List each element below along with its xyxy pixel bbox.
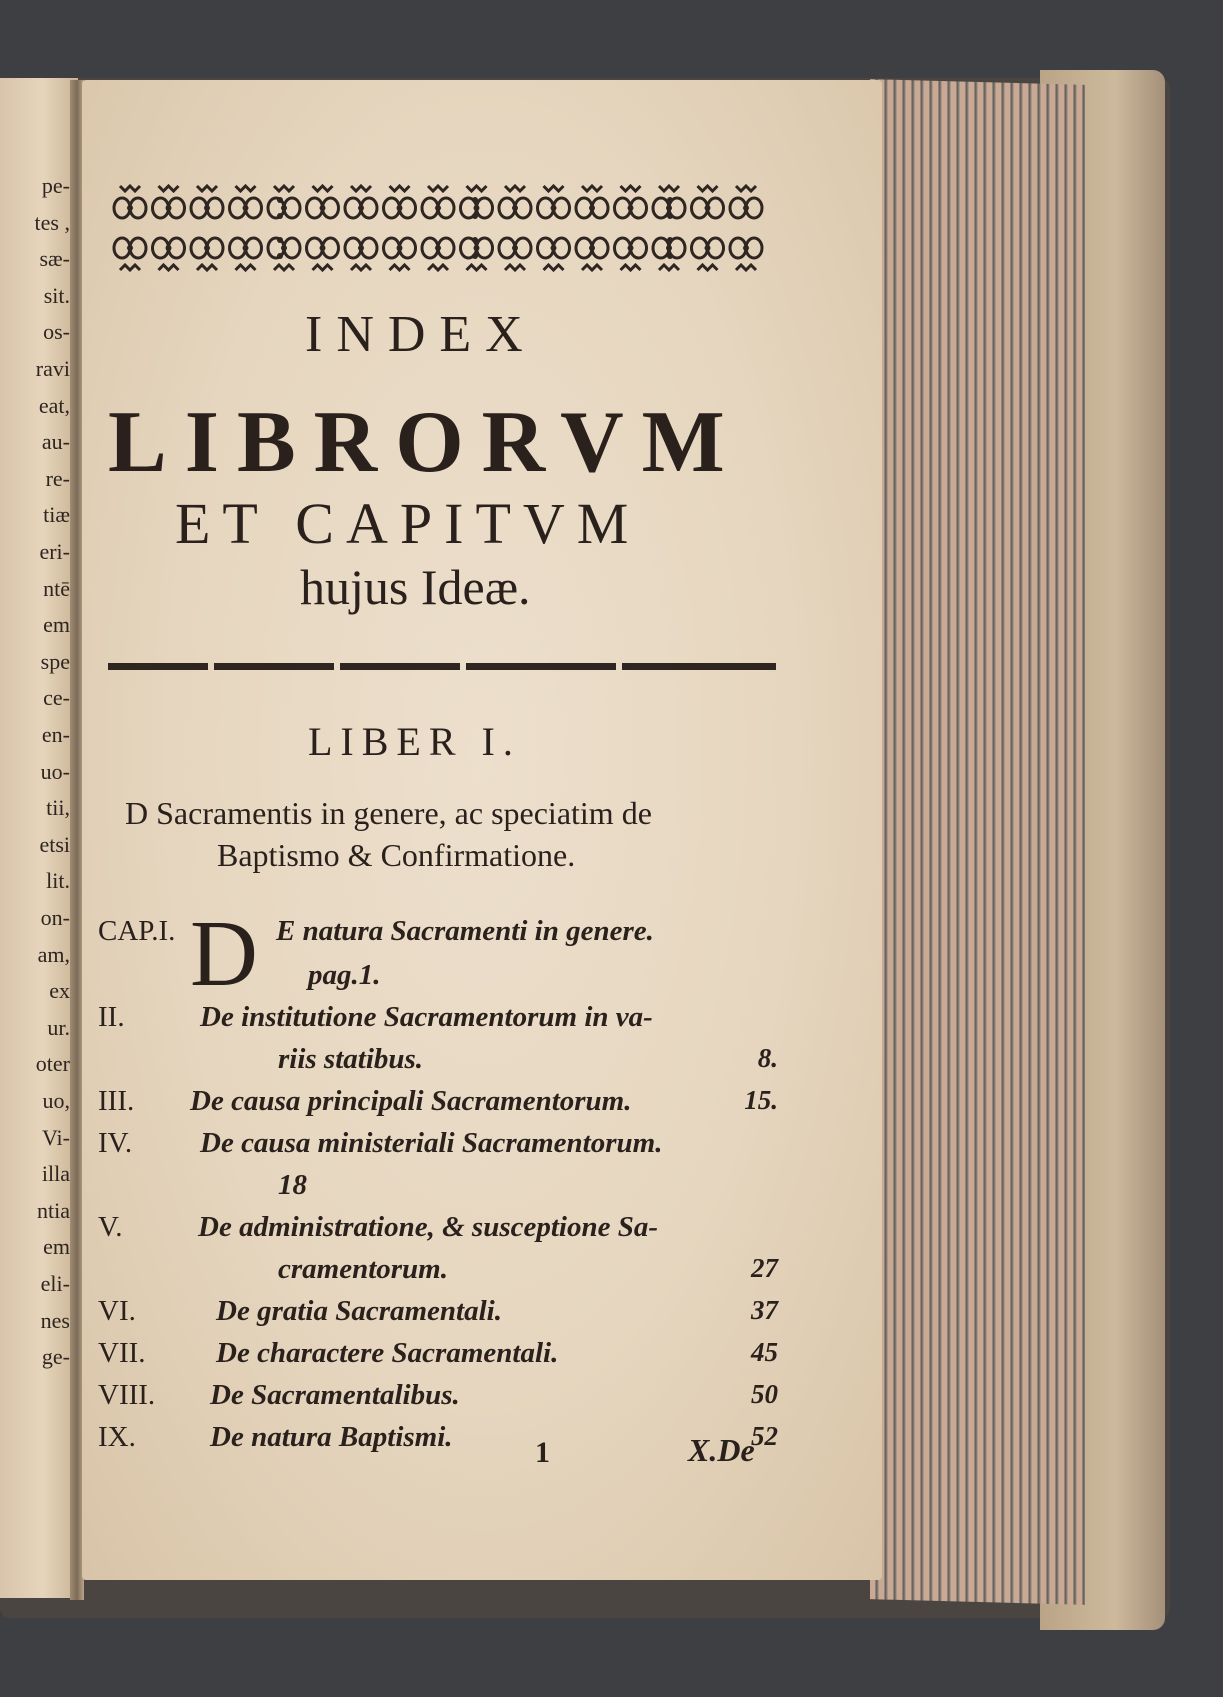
fleuron-ornament	[422, 186, 454, 218]
fleuron-ornament	[499, 238, 531, 270]
left-page-text-fragment: pe-	[41, 173, 70, 198]
left-page-text-fragment: uo-	[40, 758, 70, 784]
title-hujus-ideae: hujus Ideæ.	[300, 559, 531, 615]
left-page-text-fragment: on-	[40, 905, 70, 930]
toc-row	[98, 1127, 778, 1167]
toc-row	[98, 1169, 778, 1209]
toc-row	[98, 1211, 778, 1251]
toc-chapter-number: VII.	[98, 1337, 146, 1369]
fleuron-ornament	[692, 238, 724, 270]
toc-chapter-title: De natura Baptismi.	[210, 1421, 453, 1453]
fleuron-ornament	[345, 238, 377, 270]
fleuron-ornament	[153, 238, 185, 270]
fleuron-ornament	[384, 186, 416, 218]
toc-chapter-title: 18	[278, 1169, 307, 1201]
toc-chapter-number: II.	[98, 1001, 125, 1033]
toc-chapter-title: cramentorum.	[278, 1253, 448, 1285]
toc-chapter-title: De institutione Sacramentorum in va-	[200, 1001, 653, 1033]
toc-row	[98, 1337, 778, 1377]
fleuron-ornament	[153, 186, 185, 218]
fleuron-ornament	[538, 186, 570, 218]
toc-chapter-title: De gratia Sacramentali.	[216, 1295, 502, 1327]
fleuron-ornament	[191, 238, 223, 270]
toc-chapter-number: III.	[98, 1085, 135, 1117]
fleuron-ornament	[268, 238, 300, 270]
left-page-text-fragment: ce-	[43, 685, 70, 711]
left-page-text-fragment: lit.	[46, 868, 70, 894]
fleuron-ornament	[345, 186, 377, 218]
liber-heading: LIBER I.	[308, 719, 521, 764]
toc-row	[98, 1295, 778, 1335]
toc-chapter-title: pag.1.	[308, 959, 381, 991]
toc-chapter-number: VIII.	[98, 1379, 156, 1411]
toc-chapter-number: IX.	[98, 1421, 136, 1453]
left-page-text-fragment: re-	[45, 465, 70, 491]
left-page-text-fragment: em	[43, 1234, 70, 1260]
liber-description-line1: D Sacramentis in genere, ac speciatim de	[125, 795, 652, 831]
toc-page-number: 15.	[744, 1085, 778, 1115]
toc-page-number: 50	[751, 1379, 778, 1409]
left-page-text-fragment: ntia	[37, 1197, 70, 1223]
left-page-text-fragment: illa	[41, 1161, 70, 1187]
left-page-text-fragment: ex	[49, 978, 70, 1004]
toc-page-number: 27	[751, 1253, 778, 1283]
fleuron-ornament	[307, 238, 339, 270]
left-page-text-fragment: ur.	[47, 1014, 70, 1040]
fleuron-ornament	[615, 186, 647, 218]
toc-chapter-number: IV.	[98, 1127, 133, 1159]
left-page-text-fragment: au-	[41, 429, 70, 455]
fleuron-ornament	[538, 238, 570, 270]
left-page-text-fragment: en-	[41, 722, 70, 747]
fleuron-ornament	[384, 238, 416, 270]
left-page-text-fragment: eat,	[38, 392, 70, 418]
signature-mark: 1	[535, 1436, 550, 1469]
toc-chapter-title: De administratione, & susceptione Sa-	[198, 1211, 659, 1243]
fleuron-ornament	[114, 238, 146, 270]
fleuron-ornament	[576, 238, 608, 270]
toc-page-number: 8.	[757, 1043, 778, 1073]
toc-row	[98, 1379, 778, 1419]
left-page-text-fragment: em	[43, 612, 70, 638]
left-page-text-fragment: tes ,	[34, 209, 70, 235]
left-page-text-fragment: sæ-	[39, 246, 70, 272]
left-page-text-fragment: sit.	[43, 282, 70, 308]
fleuron-ornament	[615, 238, 647, 270]
left-page-edge	[0, 78, 78, 1598]
left-page-text-fragment: os-	[43, 319, 70, 345]
left-page-text-fragment: Vi-	[41, 1124, 70, 1150]
toc-row	[98, 1085, 778, 1125]
fleuron-ornament	[230, 186, 262, 218]
fleuron-ornament	[692, 186, 724, 218]
toc-chapter-number: VI.	[98, 1295, 136, 1327]
fleuron-ornament	[730, 186, 762, 218]
liber-description	[125, 792, 765, 876]
left-page-text-fragment: tii,	[46, 795, 70, 821]
left-page-text-fragment: etsi	[39, 831, 70, 857]
toc-row	[98, 1001, 778, 1041]
toc-chapter-title: riis statibus.	[278, 1043, 424, 1075]
toc-row	[98, 959, 778, 999]
left-page-text-fragment: uo,	[42, 1088, 70, 1113]
catchword: X.De	[688, 1432, 755, 1468]
title-librorum: LIBRORVM	[108, 394, 743, 491]
toc-chapter-number: CAP.I.	[98, 915, 176, 947]
toc-page-number: 52	[751, 1421, 778, 1451]
left-page-text-fragment: oter	[35, 1051, 70, 1077]
fleuron-ornament	[576, 186, 608, 218]
toc-chapter-number: V.	[98, 1211, 123, 1243]
left-page-text-fragment: ravi	[35, 356, 70, 381]
fleuron-ornament	[730, 238, 762, 270]
toc-chapter-title: E natura Sacramenti in genere.	[276, 915, 654, 947]
fleuron-ornament	[307, 186, 339, 218]
toc-chapter-title: De causa ministeriali Sacramentorum.	[200, 1127, 663, 1159]
drop-cap-letter: D	[190, 902, 258, 1006]
toc-row	[98, 1421, 778, 1461]
title-et-capitum: ET CAPITVM	[175, 491, 641, 556]
fleuron-ornament	[114, 186, 146, 218]
toc-chapter-title: De Sacramentalibus.	[210, 1379, 460, 1411]
toc-row	[98, 1253, 778, 1293]
liber-description-line2: Baptismo & Confirmatione.	[217, 837, 576, 873]
left-page-text-fragment: eri-	[39, 539, 70, 564]
toc-chapter-title: De charactere Sacramentali.	[216, 1337, 559, 1369]
title-index: INDEX	[305, 306, 537, 363]
left-page-text-fragment: nes	[40, 1307, 70, 1333]
fleuron-ornament	[191, 186, 223, 218]
toc-chapter-title: De causa principali Sacramentorum.	[190, 1085, 632, 1117]
left-page-text-fragment: spe	[40, 648, 70, 674]
page-edges	[870, 79, 1085, 1605]
toc-row	[98, 1043, 778, 1083]
left-page-text-fragment: eli-	[40, 1271, 70, 1296]
fleuron-ornament	[499, 186, 531, 218]
left-page-text-fragment: ge-	[41, 1344, 70, 1370]
ornament-band	[110, 170, 790, 290]
fleuron-ornament	[268, 186, 300, 218]
fleuron-ornament	[422, 238, 454, 270]
decorative-rule	[108, 662, 776, 671]
toc-page-number: 45	[751, 1337, 778, 1367]
left-page-text-fragment: am,	[37, 941, 70, 967]
left-page-text-fragment: ntē	[43, 575, 70, 601]
fleuron-ornament	[230, 238, 262, 270]
left-page-text-fragment: tiæ	[43, 502, 70, 528]
toc-page-number: 37	[751, 1295, 778, 1325]
